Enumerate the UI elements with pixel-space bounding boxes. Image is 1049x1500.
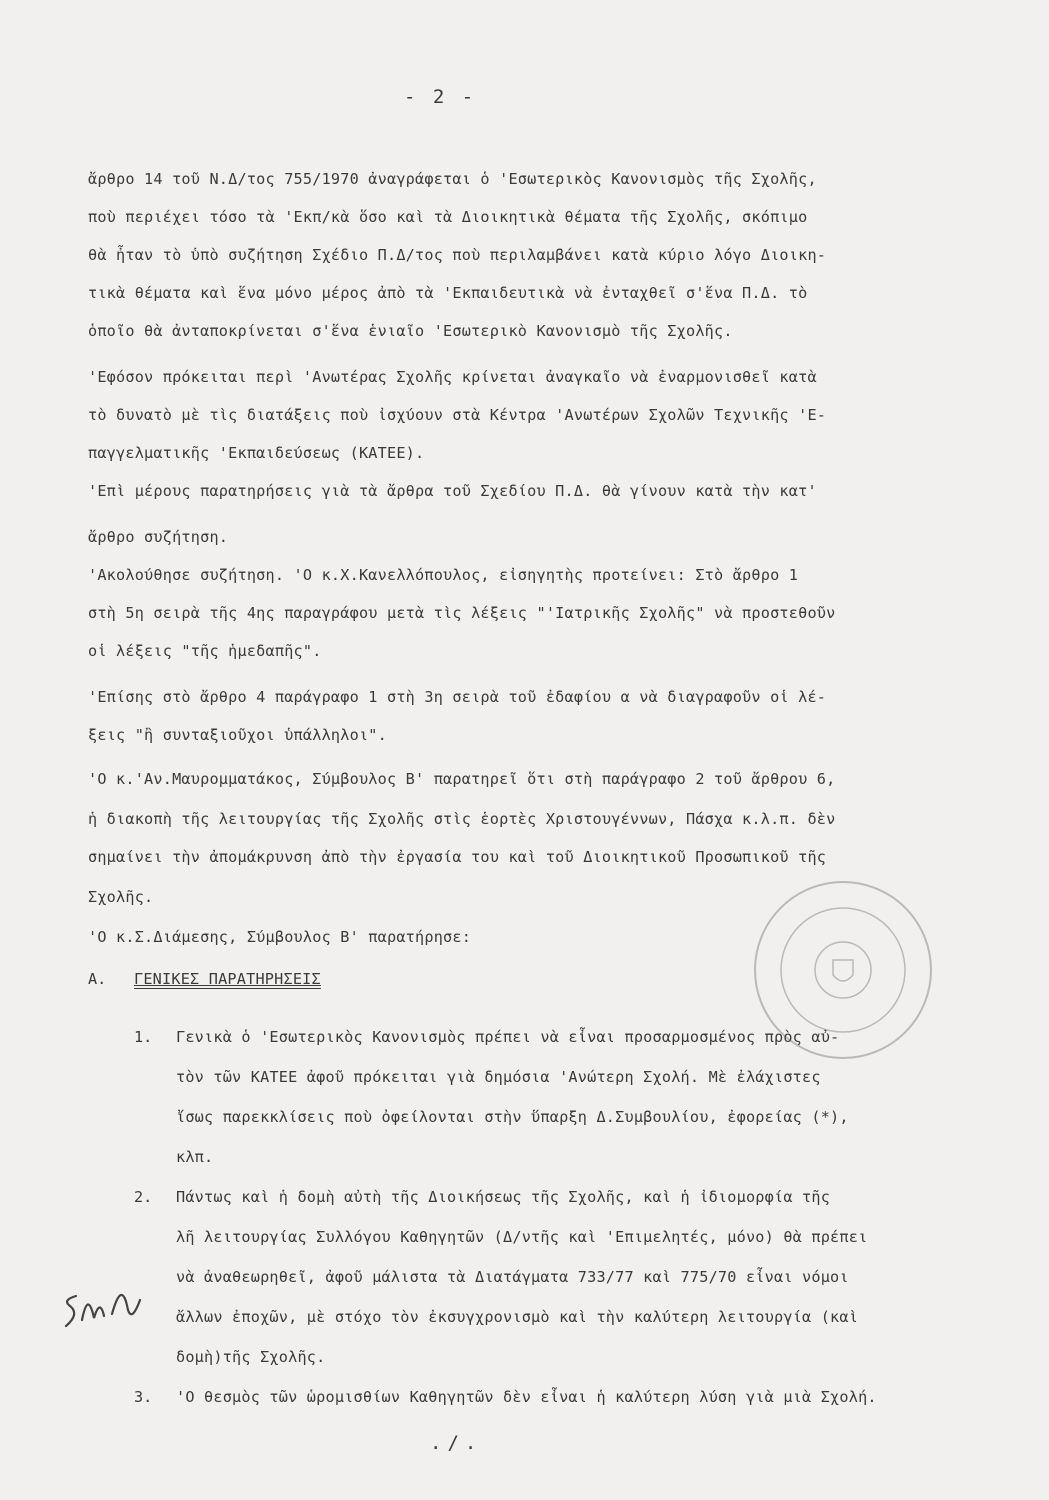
item-line: τὸν τῶν ΚΑΤΕΕ ἀφοῦ πρόκειται γιὰ δημόσια 'Ανώτερη Σχολή. Μὲ ἐλάχιστες	[176, 1068, 821, 1086]
item-number: 3.	[134, 1388, 153, 1406]
body-line: στὴ 5η σειρὰ τῆς 4ης παραγράφου μετὰ τὶς λέξεις "'Ιατρικῆς Σχολῆς" νὰ προστεθοῦν	[88, 604, 836, 622]
item-line: Γενικὰ ὁ 'Εσωτερικὸς Κανονισμὸς πρέπει νὰ εἶναι προσαρμοσμένος πρὸς αὐ-	[176, 1028, 840, 1046]
item-line: Πάντως καὶ ἡ δομὴ αὐτὴ τῆς Διοικήσεως τῆς Σχολῆς, καὶ ἡ ἰδιομορφία τῆς	[176, 1188, 831, 1206]
body-line: ἡ διακοπὴ τῆς λειτουργίας τῆς Σχολῆς στὶς ἑορτὲς Χριστουγέννων, Πάσχα κ.λ.π. δὲν	[88, 810, 836, 828]
handwritten-initials	[60, 1270, 150, 1340]
body-line: τικὰ θέματα καὶ ἕνα μόνο μέρος ἀπὸ τὰ 'Εκπαιδευτικὰ νὰ ἐνταχθεῖ σ'ἕνα Π.Δ. τὸ	[88, 284, 808, 302]
section-marker: Α.	[88, 970, 107, 988]
body-line: παγγελματικῆς 'Εκπαιδεύσεως (ΚΑΤΕΕ).	[88, 444, 425, 462]
item-line: νὰ ἀναθεωρηθεῖ, ἀφοῦ μάλιστα τὰ Διατάγματα 733/77 καὶ 775/70 εἶναι νόμοι	[176, 1268, 849, 1286]
body-line: 'Ακολούθησε συζήτηση. 'Ο κ.Χ.Κανελλόπουλος, εἰσηγητὴς προτείνει: Στὸ ἄρθρο 1	[88, 566, 799, 584]
item-line: κλπ.	[176, 1148, 214, 1166]
body-line: Σχολῆς.	[88, 888, 154, 906]
body-line: ποὺ περιέχει τόσο τὰ 'Εκπ/κὰ ὅσο καὶ τὰ Διοικητικὰ θέματα τῆς Σχολῆς, σκόπιμο	[88, 208, 808, 226]
item-line: ἴσως παρεκκλίσεις ποὺ ὀφείλονται στὴν ὕπαρξη Δ.Συμβουλίου, ἐφορείας (*),	[176, 1108, 849, 1126]
body-line: οἱ λέξεις "τῆς ἡμεδαπῆς".	[88, 642, 322, 660]
body-line: θὰ ἦταν τὸ ὑπὸ συζήτηση Σχέδιο Π.Δ/τος ποὺ περιλαμβάνει κατὰ κύριο λόγο Διοικη-	[88, 246, 827, 264]
body-line: ὁποῖο θὰ ἀνταποκρίνεται σ'ἕνα ἑνιαῖο 'Εσωτερικὸ Κανονισμὸ τῆς Σχολῆς.	[88, 322, 733, 340]
item-number: 2.	[134, 1188, 153, 1206]
section-heading: ΓΕΝΙΚΕΣ ΠΑΡΑΤΗΡΗΣΕΙΣ	[134, 970, 321, 988]
item-line: λῆ λειτουργίας Συλλόγου Καθηγητῶν (Δ/ντῆς καὶ 'Επιμελητές, μόνο) θὰ πρέπει	[176, 1228, 868, 1246]
page-number: - 2 -	[404, 86, 477, 108]
body-line: τὸ δυνατὸ μὲ τὶς διατάξεις ποὺ ἰσχύουν στὰ Κέντρα 'Ανωτέρων Σχολῶν Τεχνικῆς 'Ε-	[88, 406, 827, 424]
continuation-mark: ./.	[430, 1432, 483, 1454]
body-line: 'Εφόσον πρόκειται περὶ 'Ανωτέρας Σχολῆς κρίνεται ἀναγκαῖο νὰ ἐναρμονισθεῖ κατὰ	[88, 368, 817, 386]
official-seal-stamp	[728, 875, 958, 1065]
body-line: σημαίνει τὴν ἀπομάκρυνση ἀπὸ τὴν ἐργασία του καὶ τοῦ Διοικητικοῦ Προσωπικοῦ τῆς	[88, 848, 827, 866]
body-line: ἄρθρο συζήτηση.	[88, 528, 229, 546]
body-line: 'Ο κ.Σ.Διάμεσης, Σύμβουλος Β' παρατήρησε:	[88, 928, 472, 946]
body-line: 'Επίσης στὸ ἄρθρο 4 παράγραφο 1 στὴ 3η σειρὰ τοῦ ἐδαφίου α νὰ διαγραφοῦν οἱ λέ-	[88, 688, 827, 706]
body-line: ἄρθρο 14 τοῦ Ν.Δ/τος 755/1970 ἀναγράφεται ὁ 'Εσωτερικὸς Κανονισμὸς τῆς Σχολῆς,	[88, 170, 817, 188]
body-line: ξεις "ἢ συνταξιοῦχοι ὑπάλληλοι".	[88, 726, 387, 744]
item-line: ἄλλων ἐποχῶν, μὲ στόχο τὸν ἐκσυγχρονισμὸ καὶ τὴν καλύτερη λειτουργία (καὶ	[176, 1308, 859, 1326]
body-line: 'Ο κ.'Αν.Μαυρομματάκος, Σύμβουλος Β' παρατηρεῖ ὅτι στὴ παράγραφο 2 τοῦ ἄρθρου 6,	[88, 770, 836, 788]
body-line: 'Επὶ μέρους παρατηρήσεις γιὰ τὰ ἄρθρα τοῦ Σχεδίου Π.Δ. θὰ γίνουν κατὰ τὴν κατ'	[88, 482, 817, 500]
item-number: 1.	[134, 1028, 153, 1046]
item-line: 'Ο θεσμὸς τῶν ὡρομισθίων Καθηγητῶν δὲν εἶναι ἡ καλύτερη λύση γιὰ μιὰ Σχολή.	[176, 1388, 877, 1406]
item-line: δομὴ)τῆς Σχολῆς.	[176, 1348, 326, 1366]
